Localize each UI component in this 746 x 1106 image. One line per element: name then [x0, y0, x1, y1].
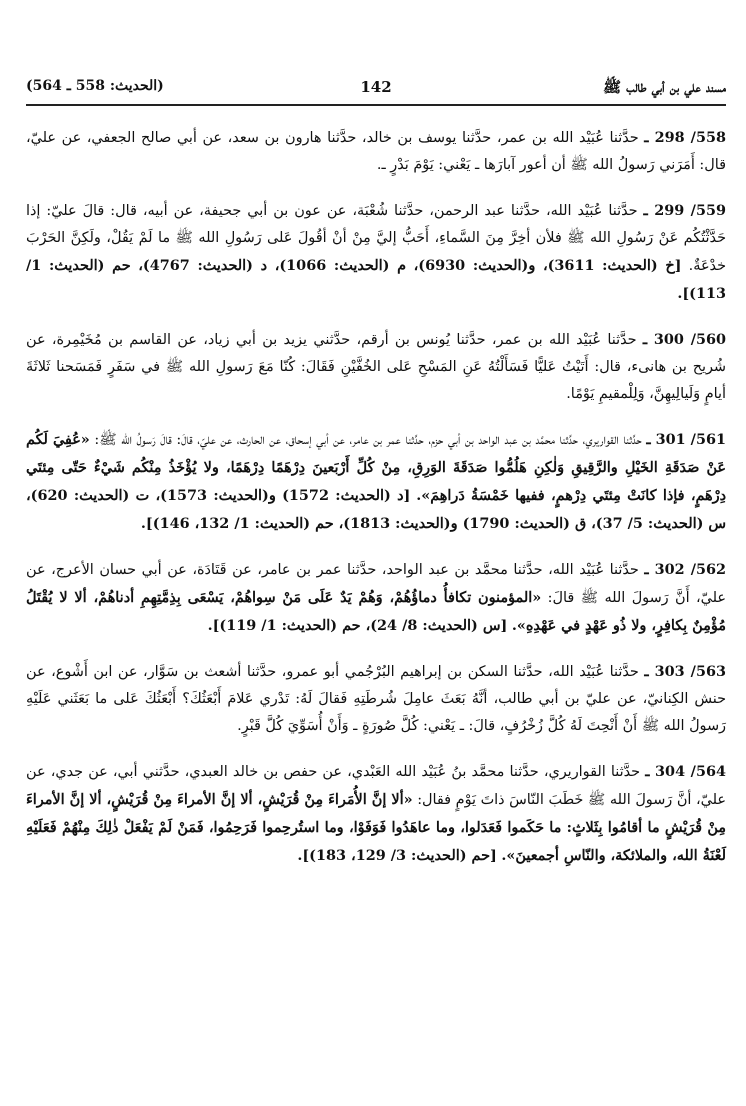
page-number: 142 — [360, 78, 392, 96]
hadith-number: 563/ 303 ـ — [644, 663, 726, 680]
hadith-561 — [26, 426, 726, 538]
hadith-quote: «المؤمنون تكافأُ دماؤُهُمْ، وَهُمْ يَدٌ عَلَى مَنْ سِواهُمْ، يَسْعَى بِذِمَّتِهِمِ أدناهُمْ، ألا لا يُقْتَلُ مُؤْمِنٌ بِكافِرٍ، ولا ذُو عَهْدٍ في عَهْدِهِ». — [26, 589, 726, 634]
hadith-quote: «ألا إنَّ الأُمَراءَ مِنْ قُرَيْشٍ، ألا إنَّ الأمراءَ مِنْ قُرَيْشٍ، ألا إنَّ الأمراءَ مِنْ قُرَيْشٍ ما أقامُوا بِثَلاثٍ: ما حَكَموا فَعَدَلوا، وما عاهَدُوا فَوَفَوْا، وما استُرحِموا فَرَحِمُوا، فَمَنْ لَمْ يَفْعَلْ ذٰلِكَ مِنْهُمْ فَعَلَيْهِ لَعْنَةُ الله، والملائكة، والنّاسِ أجمعينَ». — [26, 791, 726, 864]
hadith-text: حدَّثنا عُبَيْد الله بن عمر، حدَّثنا يوسف بن خالد، حدَّثنا هارون بن سعد، عن أبي صالح الجعفي، عن عليّ، قال: أَمَرَني رَسولُ الله ﷺ أن أعور آبارَها ـ يَعْني: يَوْمَ بَدْرٍ ـ. — [26, 130, 726, 173]
hadith-564 — [26, 758, 726, 870]
hadith-560 — [26, 326, 726, 408]
hadith-text: حدَّثنا القواريري، حدَّثنا محمَّد بن عبد الواحد بن أبي حزم، حدَّثنا عمر بن عامر، عن أبي إسحاق، عن الحارث، عن عليّ، قالَ: قالَ رَسولُ الله ﷺ: — [94, 432, 642, 448]
hadith-559 — [26, 197, 726, 308]
hadith-refs: [د (الحديث: 1572) و(الحديث: 1573)، ت (الحديث: 620)، س (الحديث: 5/ 37)، ق (الحديث: 1790) و(الحديث: 1813)، حم (الحديث: 1/ 132، 146)]. — [26, 487, 726, 532]
hadith-refs: [س (الحديث: 8/ 24)، حم (الحديث: 1/ 119)]. — [207, 617, 508, 634]
hadith-range: (الحديث: 558 ـ 564) — [26, 78, 164, 94]
hadith-text: حدَّثنا عُبَيْد الله، حدَّثنا محمَّد بن عبد الواحد، حدَّثنا عمر بن عامر، عن قَتَادَة، عن أبي حسان الأعرج، عن عليّ، أَنَّ رَسولَ الله ﷺ قالَ: — [26, 562, 726, 606]
hadith-quote: «عُفِيَ لَكُم عَنْ صَدَقَةِ الخَيْلِ والرَّقِيقِ وَلٰكِنِ هَلُمُّوا صَدَقَةَ الوَرِقِ، مِنْ كُلِّ أَرْبَعينَ دِرْهَمًا دِرْهَمًا، ولا يُؤْخَذُ مِنْكُم شَيْءٌ حَتّى مِئتَي دِرْهَمٍ، فإذا كانَتْ مِئتَي دِرْهمٍ، ففيها خَمْسَةُ دَراهِمَ». — [26, 431, 727, 504]
hadith-number: 558/ 298 ـ — [644, 129, 726, 146]
hadith-562 — [26, 556, 726, 640]
hadith-refs: [حم (الحديث: 3/ 129، 183)]. — [297, 847, 497, 864]
hadith-refs: [خ (الحديث: 3611)، و(الحديث: 6930)، م (الحديث: 1066)، د (الحديث: 4767)، حم (الحديث: 1/ 113)]. — [26, 257, 726, 302]
hadith-563 — [26, 658, 726, 740]
hadith-number: 560/ 300 ـ — [642, 331, 726, 348]
running-header — [26, 74, 726, 106]
hadith-text: حدَّثنا عُبَيْد الله، حدَّثنا السكن بن إبراهيم البُرْجُمي أبو عمرو، حدَّثنا أشعث بن سَوَّار، عن ابن أَشْوع، عن حنش الكِنانيّ، عن عليّ بن أبي طالب، أنَّهُ بَعَثَ عامِلَ شُرطَتِهِ فَقالَ لَهُ: تَدْري عَلامَ أَبْعَثُكَ؟ أَبْعَثُكَ عَلى ما بَعَثَني عَلَيْهِ رَسولُ الله ﷺ أَنْ أَنْحِتَ لَهُ كُلَّ زُخْرُفٍ، قالَ: ـ يَعْني: كُلَّ صُورَةٍ ـ وَأَنْ أُسَوِّيَ كُلَّ قَبْرٍ. — [26, 664, 726, 734]
hadith-number: 561/ 301 ـ — [646, 431, 726, 448]
hadith-text: حدَّثنا عُبَيْد الله، حدَّثنا عبد الرحمن، حدَّثنا شُعْبَة، عن عون بن أبي جحيفة، عن أبيه، قال: قالَ عليّ: إذا حَدَّثْتُكُم عَنْ رَسُولِ الله ﷺ فلأن أخِرَّ مِنَ السَّماءِ، أَحَبُّ إليَّ مِنْ أنْ أقُولَ عَلى رَسُولِ الله ﷺ ما لَمْ يَقُلْ، ولَكِنَّ الحَرْبَ خدْعَةٌ. — [26, 203, 726, 274]
hadith-number: 564/ 304 ـ — [645, 763, 726, 780]
hadith-text: حدَّثنا القواريري، حدَّثنا محمَّد بنُ عُبَيْد الله العَبْدي، عن حفص بن خالد العبدي، حدَّثني أبي، عن جدي، عن عليّ، أنَّ رَسولَ الله ﷺ خَطَبَ النّاسَ ذاتَ يَوْمٍ فقال: — [26, 764, 726, 808]
book-page — [26, 74, 726, 870]
hadith-number: 562/ 302 ـ — [644, 561, 726, 578]
hadith-number: 559/ 299 ـ — [643, 202, 726, 219]
hadith-text: حدَّثنا عُبَيْد الله بن عمر، حدَّثنا يُونس بن أرقم، حدَّثني يزيد بن أبي زياد، عن القاسم بن مُخَيْمِرة، عن شُريح بن هانىء، قال: أَتَيْتُ عَليًّا فَسَأَلْتُهُ عَنِ المَسْحِ عَلى الخُفَّيْنِ فَقَالَ: كُنّا مَعَ رَسولِ الله ﷺ في سَفَرٍ فَمَسَحنا ثَلاثَةَ أيامٍ وَلَيالِيهِنَّ، وَلِلْمقيمِ يَوْمًا. — [26, 332, 726, 402]
header-title: مسند علي بن أبي طالب ﷺ — [602, 78, 726, 96]
hadith-558 — [26, 124, 726, 179]
